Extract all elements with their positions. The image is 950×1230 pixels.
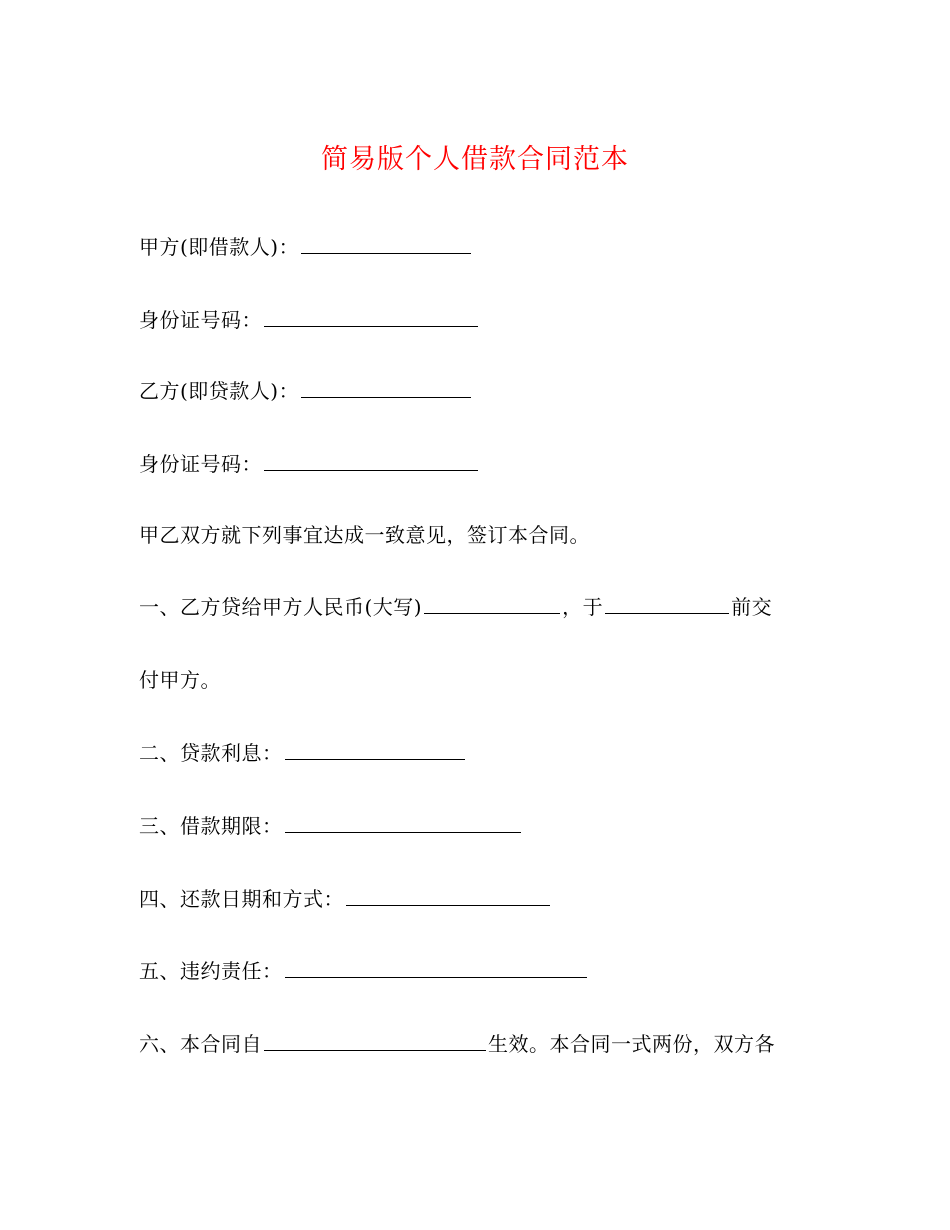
clause-2-label: 二、贷款利息： <box>139 741 283 765</box>
party-a-label: 甲方(即借款人)： <box>139 235 300 259</box>
clause-3-label: 三、借款期限： <box>139 814 283 838</box>
party-a-line <box>139 232 473 262</box>
id-b-label: 身份证号码： <box>139 452 262 476</box>
document-title: 简易版个人借款合同范本 <box>321 144 629 175</box>
clause-5-line <box>139 956 589 986</box>
clause-1-text-b: ，于 <box>562 595 604 619</box>
clause-5-blank[interactable] <box>285 957 587 978</box>
id-a-line <box>139 305 480 335</box>
party-b-blank[interactable] <box>301 377 471 398</box>
clause-4-blank[interactable] <box>346 885 550 906</box>
clause-1-line <box>139 592 772 622</box>
agreement-text: 甲乙双方就下列事宜达成一致意见，签订本合同。 <box>139 523 590 547</box>
clause-2-line <box>139 738 467 768</box>
id-b-line <box>139 449 480 479</box>
clause-1-continuation: 付甲方。 <box>139 668 221 692</box>
clause-2-blank[interactable] <box>285 739 465 760</box>
party-b-line <box>139 376 473 406</box>
clause-5-label: 五、违约责任： <box>139 959 283 983</box>
clause-6-blank[interactable] <box>264 1030 486 1051</box>
clause-1-text-a: 一、乙方贷给甲方人民币(大写) <box>139 595 423 619</box>
clause-4-label: 四、还款日期和方式： <box>139 887 344 911</box>
clause-4-line <box>139 884 552 914</box>
clause-6-text-a: 六、本合同自 <box>139 1032 262 1056</box>
id-a-label: 身份证号码： <box>139 308 262 332</box>
id-b-blank[interactable] <box>264 450 478 471</box>
clause-1-continuation-line <box>139 665 221 695</box>
clause-1-date-blank[interactable] <box>605 593 729 614</box>
clause-1-text-c: 前交 <box>731 595 773 619</box>
clause-3-line <box>139 811 523 841</box>
clause-3-blank[interactable] <box>285 812 521 833</box>
clause-6-text-b: 生效。本合同一式两份，双方各 <box>488 1032 775 1056</box>
agreement-line <box>139 520 590 550</box>
id-a-blank[interactable] <box>264 306 478 327</box>
party-b-label: 乙方(即贷款人)： <box>139 379 300 403</box>
clause-6-line <box>139 1029 775 1059</box>
clause-1-amount-blank[interactable] <box>424 593 560 614</box>
party-a-blank[interactable] <box>301 233 471 254</box>
